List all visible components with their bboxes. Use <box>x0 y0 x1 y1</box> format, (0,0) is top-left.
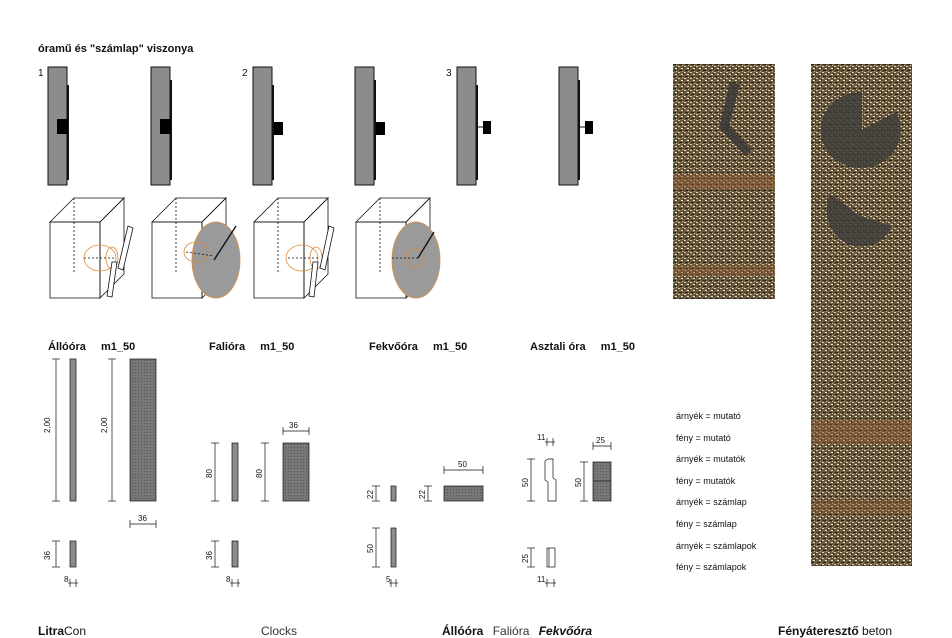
section-fali-heading <box>209 341 294 353</box>
section-fekvo-scale: m1_50 <box>432 341 468 353</box>
section-view-3a <box>457 67 491 185</box>
dim-asztali-height-1: 50 <box>521 478 530 487</box>
asztali-drawings <box>527 438 611 587</box>
legend-item: árnyék = számlap <box>676 497 747 508</box>
section-view-3b <box>559 67 593 185</box>
dim-asztali-height-2: 50 <box>574 478 583 487</box>
dim-asztali-top: 11 <box>537 433 546 442</box>
axon-view-2 <box>152 198 240 298</box>
dim-asztali-width: 25 <box>596 436 605 445</box>
footer-type-3: Fekvőóra <box>538 624 593 638</box>
legend-item: árnyék = mutatók <box>676 454 746 465</box>
dim-fekvo-height-3: 50 <box>366 544 375 553</box>
fali-drawings <box>211 427 309 587</box>
footer-type-1: Állóóra <box>442 624 484 638</box>
variant-number-3: 3 <box>446 68 452 79</box>
dim-fekvo-height-2: 22 <box>418 490 427 499</box>
footer-type-2: Falióra <box>492 624 530 638</box>
legend-item: fény = számlapok <box>676 562 747 573</box>
footer-right-title <box>778 624 892 638</box>
dim-asztali-bottom: 11 <box>537 575 546 584</box>
concrete-photo-left <box>673 64 775 299</box>
section-allo-scale: m1_50 <box>100 341 136 353</box>
concrete-photo-right <box>811 64 912 566</box>
footer-brand <box>38 624 86 638</box>
axon-view-3 <box>254 198 334 298</box>
page-title: óramű és "számlap" viszonya <box>38 43 194 55</box>
dim-asztali-height-3: 25 <box>521 554 530 563</box>
dim-allo-depth: 8 <box>64 575 69 584</box>
section-view-2b <box>355 67 385 185</box>
footer-brand-litra: Litra <box>38 624 65 638</box>
section-view-2a <box>253 67 283 185</box>
dim-fali-height-2: 80 <box>255 469 264 478</box>
section-allo-name: Állóóra <box>48 341 86 353</box>
variant-number-2: 2 <box>242 68 248 79</box>
legend-item: árnyék = számlapok <box>676 540 757 551</box>
section-fali-scale: m1_50 <box>260 341 295 353</box>
footer-right-a: Fényáteresztő <box>778 624 859 638</box>
legend-item: árnyék = mutató <box>676 411 741 421</box>
section-fekvo-heading <box>369 341 467 353</box>
legend-item: fény = számlap <box>676 518 737 529</box>
dim-fali-height-3: 36 <box>205 551 214 560</box>
footer-brand-con: Con <box>64 624 87 638</box>
section-view-1b <box>151 67 171 185</box>
axon-view-4 <box>356 198 440 298</box>
section-view-1a <box>48 67 68 185</box>
dim-allo-height-2: 2,00 <box>100 417 109 433</box>
dim-fekvo-depth: 5 <box>386 575 391 584</box>
legend-item: fény = mutatók <box>676 475 736 486</box>
axon-view-1 <box>50 198 133 298</box>
footer-center-title: Clocks <box>261 624 298 638</box>
dim-fali-height-1: 80 <box>205 469 214 478</box>
section-fekvo-name: Fekvőóra <box>369 341 418 353</box>
allo-drawings <box>52 359 156 587</box>
dim-fekvo-width: 50 <box>458 460 467 469</box>
dim-fali-width: 36 <box>289 421 298 430</box>
dim-fali-depth: 8 <box>226 575 231 584</box>
dim-fekvo-height-1: 22 <box>366 490 375 499</box>
dim-allo-height-1: 2,00 <box>43 417 52 433</box>
legend-item: fény = mutató <box>676 432 731 443</box>
footer-right-b: beton <box>862 624 893 638</box>
section-allo-heading <box>48 341 135 353</box>
section-asztali-scale: m1_50 <box>600 341 635 353</box>
dim-allo-width: 36 <box>138 514 147 523</box>
fekvo-drawings <box>372 466 483 587</box>
variant-number-1: 1 <box>38 68 44 79</box>
footer-types <box>442 624 592 638</box>
legend <box>676 406 756 579</box>
section-fali-name: Falióra <box>209 341 246 353</box>
section-asztali-heading <box>530 341 635 353</box>
section-asztali-name: Asztali óra <box>530 341 586 353</box>
dim-allo-height-3: 36 <box>43 551 52 560</box>
